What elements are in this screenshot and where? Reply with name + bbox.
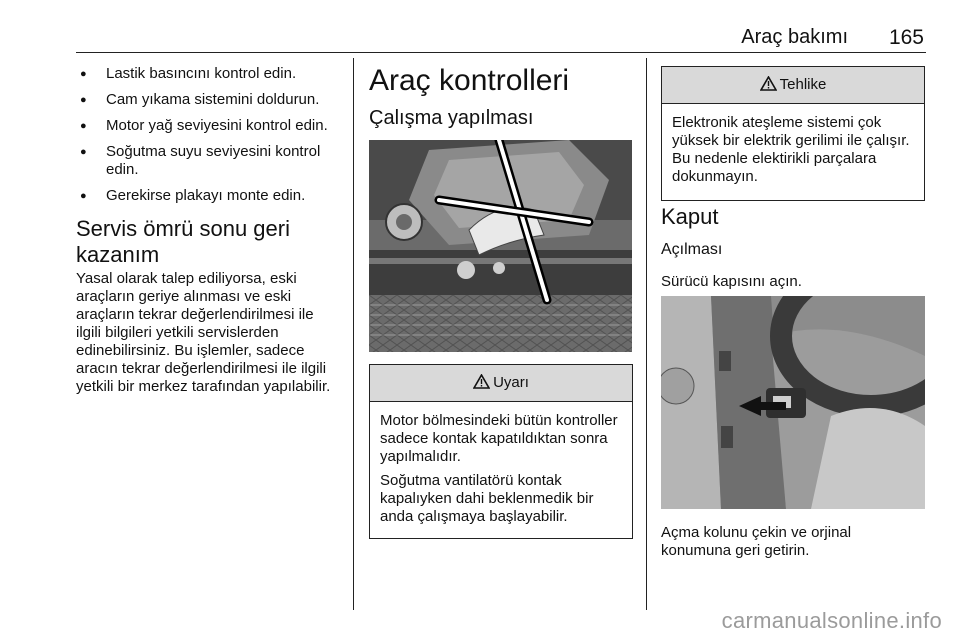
column-divider-left bbox=[353, 58, 354, 610]
list-item: ● Gerekirse plakayı monte edin. bbox=[76, 187, 346, 205]
danger-box bbox=[661, 66, 925, 201]
section-title-end-of-life: Servis ömrü sonu geri kazanım bbox=[76, 216, 290, 267]
list-item: ● Motor yağ seviyesini kontrol edin. bbox=[76, 117, 346, 135]
checklist-bullets bbox=[76, 65, 346, 213]
header-divider bbox=[76, 52, 926, 53]
running-header-title: Araç bakımı bbox=[741, 26, 848, 48]
warning-box bbox=[369, 364, 633, 539]
section-title-hood: Kaput bbox=[661, 204, 719, 229]
list-item: ● Cam yıkama sistemini doldurun. bbox=[76, 91, 346, 109]
danger-box-header bbox=[662, 67, 924, 104]
column-divider-right bbox=[646, 58, 647, 610]
end-of-life-paragraph: Yasal olarak talep ediliyorsa, eski araçların geriye alınması ve eski araçların tekrar değerlendirilmesi ile ilgili bilgileri yetkili servislerden edinebilirsiniz. Bu işlemler, sadece aracın tekrar değerlendirilmesi ile ilgili yetkili bir merkez tarafından yapılabilir. bbox=[76, 270, 331, 395]
subtitle-opening: Açılması bbox=[661, 241, 723, 258]
warning-paragraph: Motor bölmesindeki bütün kontroller sadece kontak kapatıldıktan sonra yapılmalıdır. bbox=[380, 412, 618, 465]
step-pull-lever: Açma kolunu çekin ve orjinal konumuna geri getirin. bbox=[661, 524, 852, 559]
warning-paragraph: Soğutma vantilatörü kontak kapalıyken dahi beklenmedik bir anda çalışmaya başlayabilir. bbox=[380, 472, 594, 525]
hood-release-illustration bbox=[661, 296, 925, 509]
watermark-text: carmanualsonline.info bbox=[721, 608, 942, 633]
danger-label: Tehlike bbox=[779, 76, 827, 93]
danger-triangle-icon bbox=[760, 76, 777, 91]
danger-paragraph: Elektronik ateşleme sistemi çok yüksek bir elektrik gerilimi ile çalışır. Bu nedenle elektirikli parçalara dokunmayın. bbox=[672, 114, 910, 185]
page-number: 165 bbox=[888, 26, 924, 49]
step-open-door: Sürücü kapısını açın. bbox=[661, 273, 802, 290]
warning-triangle-icon bbox=[473, 374, 490, 389]
section-title-vehicle-checks: Araç kontrolleri bbox=[369, 64, 570, 97]
engine-bay-illustration bbox=[369, 140, 632, 352]
list-item: ● Soğutma suyu seviyesini kontrol edin. bbox=[76, 143, 346, 179]
list-item: ● Lastik basıncını kontrol edin. bbox=[76, 65, 346, 83]
warning-label: Uyarı bbox=[493, 374, 529, 391]
warning-box-header bbox=[370, 365, 632, 402]
subtitle-performing-work: Çalışma yapılması bbox=[369, 107, 534, 129]
